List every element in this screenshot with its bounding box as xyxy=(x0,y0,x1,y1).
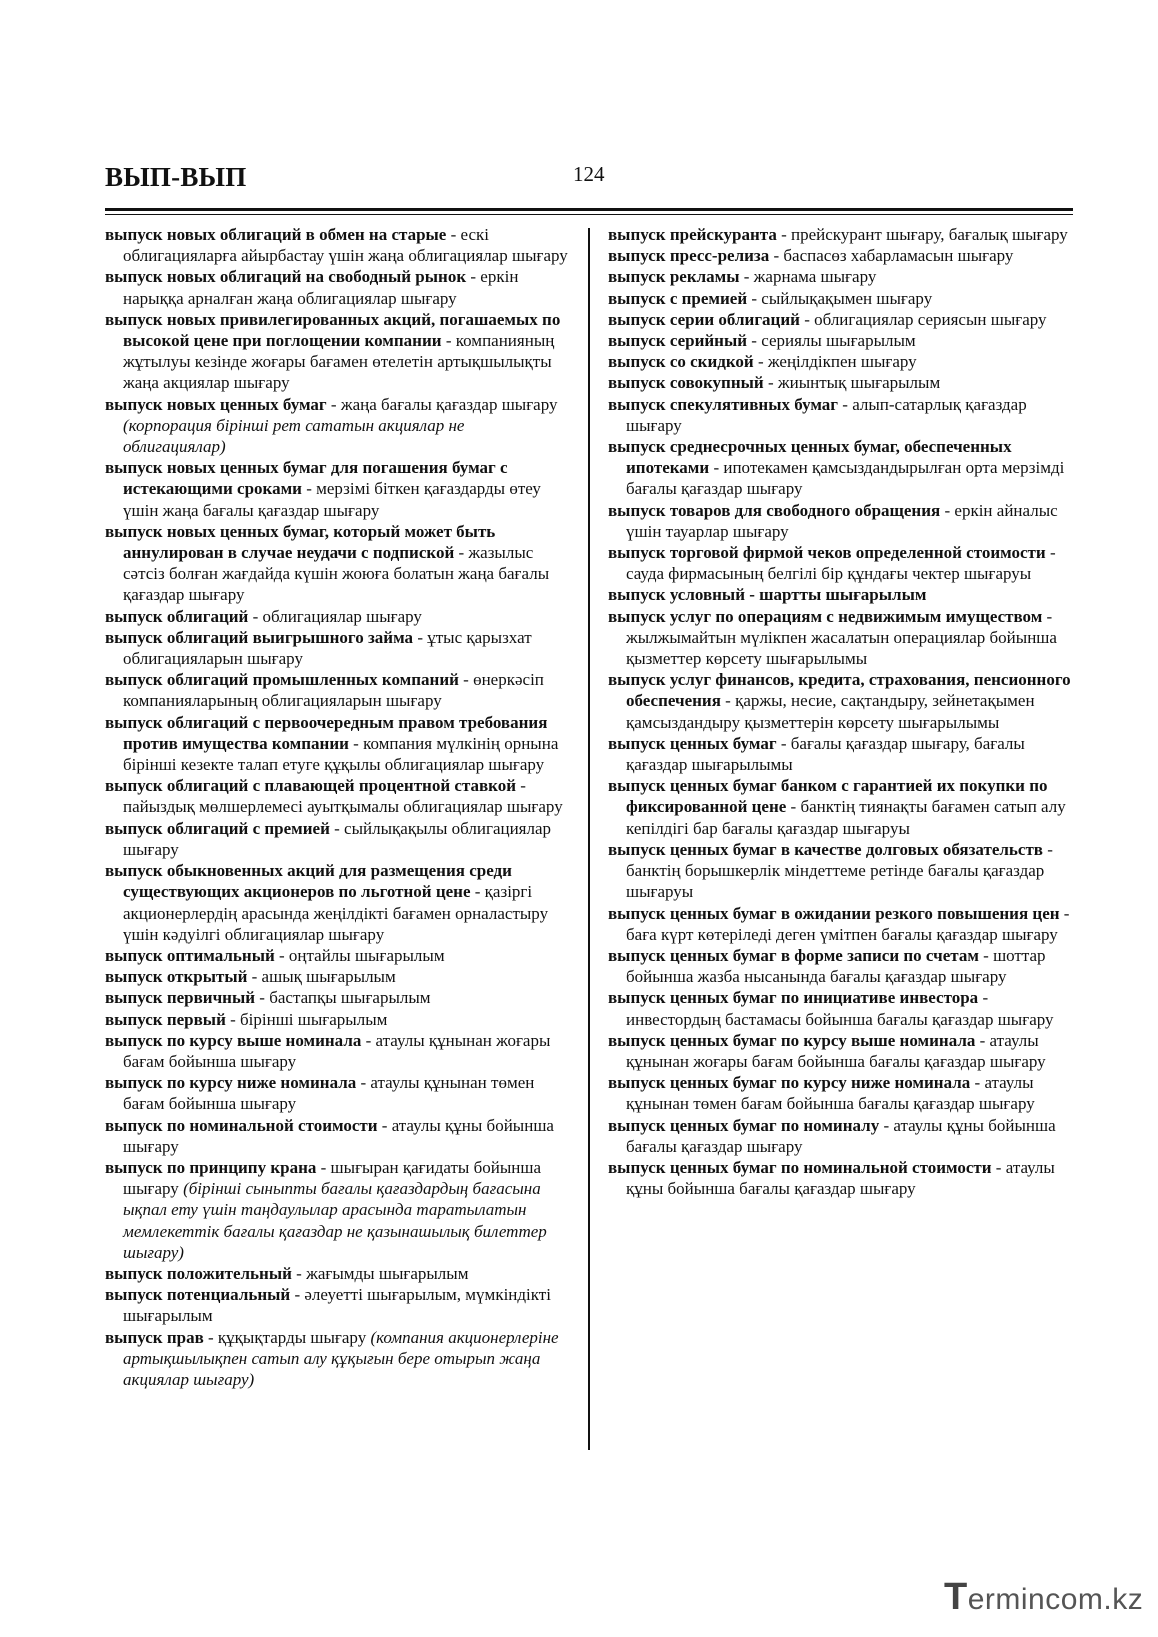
dictionary-entry xyxy=(608,1072,1074,1114)
entry-definition: - ескі облигацияларға айырбастау үшін жаңа облигациялар шығару xyxy=(123,225,568,266)
entry-term: выпуск по курсу выше номинала xyxy=(105,1030,362,1050)
entry-term: выпуск ценных бумаг по курсу выше номинала xyxy=(608,1030,976,1050)
entry-term: выпуск товаров для свободного обращения xyxy=(608,500,941,520)
entry-term: выпуск торговой фирмой чеков определенной стоимости xyxy=(608,543,1046,563)
dictionary-entry xyxy=(105,394,571,458)
dictionary-entry xyxy=(608,584,1074,605)
entry-term: выпуск облигаций с первоочередным правом требования против имущества компании xyxy=(105,712,548,753)
dictionary-entry xyxy=(608,266,1074,287)
entry-term: выпуск серийный xyxy=(608,331,748,351)
dictionary-entry xyxy=(608,224,1074,245)
dictionary-entry xyxy=(105,224,571,266)
entry-term: выпуск новых ценных бумаг xyxy=(105,394,327,414)
dictionary-entry xyxy=(105,987,571,1008)
entry-term: выпуск рекламы xyxy=(608,267,740,287)
entry-term: выпуск со скидкой xyxy=(608,352,754,372)
dictionary-entry xyxy=(608,436,1074,500)
header-rule-thick xyxy=(105,208,1073,211)
entry-definition: - баспасөз хабарламасын шығару xyxy=(769,246,1014,266)
entry-term: выпуск облигаций выигрышного займа xyxy=(105,627,414,647)
entry-definition: - ашық шығарылым xyxy=(247,967,396,987)
entry-term: выпуск новых ценных бумаг, который может быть аннулирован в случае неудачи с подпиской xyxy=(105,521,496,563)
entry-note: (бірінші сыныпты бағалы қағаздардың бағасына ықпал ету үшін таңдаулылар арасында таратылатын мемлекеттік бағалы қағаздар не қазынашылық билеттер шығару) xyxy=(123,1179,547,1262)
termincom-logo xyxy=(944,1576,1143,1619)
dictionary-entry xyxy=(608,351,1074,372)
dictionary-entry xyxy=(105,1030,571,1072)
dictionary-entry xyxy=(105,521,571,606)
entry-definition: - сыйлықақымен шығару xyxy=(747,288,933,308)
entry-term: выпуск по курсу ниже номинала xyxy=(105,1073,357,1093)
entry-definition: - сыйлықақылы облигациялар шығару xyxy=(123,818,552,859)
dictionary-entry xyxy=(105,1072,571,1114)
dictionary-entry xyxy=(105,1157,571,1263)
dictionary-entry xyxy=(105,945,571,966)
entry-definition: - прейскурант шығару, бағалық шығару xyxy=(776,225,1068,244)
dictionary-entry xyxy=(608,330,1074,351)
entry-term: выпуск оптимальный xyxy=(105,945,275,965)
entry-definition: - өнеркәсіп компанияларының облигацияларын шығару xyxy=(123,670,544,711)
entry-term: выпуск совокупный xyxy=(608,373,764,393)
dictionary-entry xyxy=(105,606,571,627)
entry-term: выпуск ценных бумаг по курсу ниже номинала xyxy=(608,1073,971,1093)
dictionary-entry xyxy=(608,1030,1074,1072)
dictionary-entry xyxy=(105,669,571,711)
dictionary-entry xyxy=(105,1115,571,1157)
entry-definition: - жағымды шығарылым xyxy=(291,1263,469,1283)
entry-definition: - әлеуетті шығарылым, мүмкіндікті шығарылым xyxy=(123,1285,551,1326)
running-head-title: ВЫП-ВЫП xyxy=(105,162,247,192)
entry-term: выпуск услуг по операциям с недвижимым имуществом xyxy=(608,606,1043,626)
entry-definition: - бастапқы шығарылым xyxy=(255,988,431,1008)
entry-term: выпуск новых облигаций на свободный рынок xyxy=(105,267,467,287)
dictionary-entry xyxy=(105,775,571,817)
entry-term: выпуск обыкновенных акций для размещения среди существующих акционеров по льготной цене xyxy=(105,861,512,902)
entry-term: выпуск открытый xyxy=(105,967,248,987)
entry-term: выпуск серии облигаций xyxy=(608,309,800,329)
entry-term: выпуск пресс-релиза xyxy=(608,246,770,266)
entry-definition: - атаулы құнынан жоғары бағам бойынша бағалы қағаздар шығару xyxy=(626,1030,1046,1071)
entry-definition: - жеңілдікпен шығару xyxy=(753,352,917,372)
header-rule-thin xyxy=(105,214,1073,215)
dictionary-entry xyxy=(105,1327,571,1391)
dictionary-entry xyxy=(608,372,1074,393)
entry-definition: - жылжымайтын мүлікпен жасалатын операциялар бойынша қызметтер көрсету шығарылымы xyxy=(626,606,1057,669)
entry-definition: - атаулы құны бойынша бағалы қағаздар шығару xyxy=(626,1157,1055,1199)
entry-term: выпуск ценных бумаг в ожидании резкого повышения цен xyxy=(608,903,1060,923)
entry-definition: - еркін нарыққа арналған жаңа облигациялар шығару xyxy=(123,267,519,308)
dictionary-entry xyxy=(105,860,571,945)
entry-term: выпуск положительный xyxy=(105,1263,292,1283)
dictionary-entry xyxy=(105,627,571,669)
dictionary-entry xyxy=(105,457,571,521)
entry-definition: - алып-сатарлық қағаздар шығару xyxy=(626,394,1027,435)
entry-definition: - атаулы құнынан жоғары бағам бойынша шығару xyxy=(123,1030,551,1071)
entry-term: выпуск среднесрочных ценных бумаг, обеспеченных ипотеками xyxy=(608,437,1012,478)
entry-definition: - атаулы құны бойынша бағалы қағаздар шығару xyxy=(626,1115,1056,1156)
entry-term: выпуск ценных бумаг по номинальной стоимости xyxy=(608,1157,992,1177)
entry-term: выпуск облигаций xyxy=(105,606,249,626)
entry-definition: - атаулы құнынан төмен бағам бойынша шығару xyxy=(123,1073,535,1114)
entry-definition: - ипотекамен қамсыздандырылған орта мерзімді бағалы қағаздар шығару xyxy=(626,458,1065,499)
dictionary-entry xyxy=(608,1115,1074,1157)
entry-definition: - банктің борышкерлік міндеттеме ретінде бағалы қағаздар шығаруы xyxy=(626,839,1053,902)
entry-term: выпуск облигаций промышленных компаний xyxy=(105,670,459,690)
dictionary-entry xyxy=(608,1157,1074,1199)
left-column xyxy=(105,224,571,1390)
entry-term: выпуск потенциальный xyxy=(105,1285,291,1305)
page-number: 124 xyxy=(573,162,605,186)
entry-definition: - қаржы, несие, сақтандыру, зейнетақымен қамсыздандыру қызметтерін көрсету шығарылымы xyxy=(626,691,1035,732)
entry-definition: - ұтыс қарызхат облигацияларын шығару xyxy=(123,627,532,669)
entry-term: выпуск ценных бумаг по номиналу xyxy=(608,1115,880,1135)
entry-definition: - облигациялар сериясын шығару xyxy=(799,309,1047,329)
entry-term: выпуск облигаций с плавающей процентной ставкой xyxy=(105,776,517,796)
entry-term: выпуск ценных бумаг в качестве долговых обязательств xyxy=(608,839,1043,859)
logo-mark-icon: T xyxy=(944,1576,968,1618)
entry-term: выпуск первый xyxy=(105,1009,226,1029)
entry-term: выпуск первичный xyxy=(105,988,256,1008)
dictionary-entry xyxy=(608,945,1074,987)
entry-definition: - банктің тиянақты бағамен сатып алу кепілдігі бар бағалы қағаздар шығаруы xyxy=(626,797,1066,838)
page-header xyxy=(105,156,1073,206)
entry-definition: - жаңа бағалы қағаздар шығару xyxy=(326,394,558,414)
entry-definition: - шоттар бойынша жазба нысанында бағалы қағаздар шығару xyxy=(626,945,1046,987)
dictionary-entry xyxy=(105,1263,571,1284)
entry-definition: - сауда фирмасының белгілі бір құндағы чектер шығаруы xyxy=(626,543,1056,584)
entry-note: (корпорация бірінші рет сататын акциялар не облигациялар) xyxy=(123,415,465,457)
entry-term: выпуск прав xyxy=(105,1327,204,1347)
dictionary-entry xyxy=(608,733,1074,775)
dictionary-entry xyxy=(608,245,1074,266)
entry-definition: - баға күрт көтеріледі деген үмітпен бағалы қағаздар шығару xyxy=(626,903,1070,944)
dictionary-entry xyxy=(608,606,1074,670)
entry-term: выпуск ценных бумаг xyxy=(608,733,777,753)
dictionary-entry xyxy=(608,542,1074,584)
entry-definition: - шығыран қағидаты бойынша шығару xyxy=(123,1157,541,1199)
entry-term: выпуск прейскуранта xyxy=(608,225,777,244)
entry-term: выпуск ценных бумаг в форме записи по счетам xyxy=(608,945,979,965)
entry-definition: - мерзімі біткен қағаздарды өтеу үшін жаңа бағалы қағаздар шығару xyxy=(123,479,541,520)
entry-term: выпуск спекулятивных бумаг xyxy=(608,394,839,414)
entry-definition: - оңтайлы шығарылым xyxy=(274,945,445,965)
logo-text: ermincom.kz xyxy=(967,1583,1144,1616)
entry-term: выпуск новых привилегированных акций, погашаемых по высокой цене при поглощении компании xyxy=(105,309,561,351)
entry-term: выпуск облигаций с премией xyxy=(105,818,330,838)
dictionary-entry xyxy=(608,500,1074,542)
entry-definition: - сериялы шығарылым xyxy=(747,331,916,351)
dictionary-entry xyxy=(105,309,571,394)
entry-term: выпуск по принципу крана xyxy=(105,1157,317,1177)
entry-definition: - жиынтық шығарылым xyxy=(763,373,941,393)
dictionary-entry xyxy=(105,712,571,776)
entry-term: выпуск с премией xyxy=(608,288,748,308)
entry-definition: - инвестордың бастамасы бойынша бағалы қағаздар шығару xyxy=(626,988,1054,1029)
dictionary-entry xyxy=(105,818,571,860)
entry-term: выпуск новых облигаций в обмен на старые xyxy=(105,225,447,244)
dictionary-entry xyxy=(608,394,1074,436)
entry-term: выпуск ценных бумаг банком с гарантией их покупки по фиксированной цене xyxy=(608,776,1048,817)
entry-definition: - пайыздық мөлшерлемесі ауытқымалы облигациялар шығару xyxy=(123,776,563,817)
entry-note: (компания акционерлеріне артықшылықпен сатып алу құқығын бере отырып жаңа акциялар шығару) xyxy=(123,1327,559,1389)
entry-definition: - қазіргі акционерлердің арасында жеңілдікті бағамен орналастыру үшін кәдуілгі облигациялар шығару xyxy=(123,882,549,944)
right-column xyxy=(608,224,1074,1199)
entry-definition: - компанияның жұтылуы кезінде жоғары бағамен өтелетін артықшылықты жаңа акциялар шығару xyxy=(123,331,555,393)
dictionary-entry xyxy=(105,966,571,987)
dictionary-entry xyxy=(608,669,1074,733)
entry-term: выпуск по номинальной стоимости xyxy=(105,1115,378,1135)
dictionary-entry xyxy=(608,903,1074,945)
dictionary-entry xyxy=(608,839,1074,903)
entry-term: выпуск новых ценных бумаг для погашения бумаг с истекающими сроками xyxy=(105,458,508,499)
dictionary-entry xyxy=(608,987,1074,1029)
entry-definition: - бірінші шығарылым xyxy=(225,1009,388,1029)
dictionary-entry xyxy=(608,288,1074,309)
entry-definition: - бағалы қағаздар шығару, бағалы қағаздар шығарылымы xyxy=(626,733,1025,775)
dictionary-entry xyxy=(105,266,571,308)
entry-definition: - компания мүлкінің орнына бірінші кезекте талап етуге құқылы облигациялар шығару xyxy=(123,733,559,775)
entry-definition: - еркін айналыс үшін тауарлар шығару xyxy=(626,500,1058,541)
entry-definition: - атаулы құны бойынша шығару xyxy=(123,1115,554,1156)
dictionary-entry xyxy=(608,309,1074,330)
column-divider xyxy=(588,228,590,1450)
entry-definition: - атаулы құнынан төмен бағам бойынша бағалы қағаздар шығару xyxy=(626,1073,1035,1114)
entry-definition: - құқықтарды шығару xyxy=(203,1327,371,1347)
entry-term: выпуск ценных бумаг по инициативе инвестора xyxy=(608,988,979,1008)
entry-definition: - облигациялар шығару xyxy=(248,606,422,626)
entry-definition: - жарнама шығару xyxy=(739,267,877,287)
entry-term: выпуск услуг финансов, кредита, страхования, пенсионного обеспечения xyxy=(608,670,1071,711)
entry-definition: - жазылыс сәтсіз болған жағдайда күшін жоюға болатын жаңа бағалы қағаздар шығару xyxy=(123,543,550,605)
dictionary-entry xyxy=(105,1284,571,1326)
entry-term: выпуск условный - шартты шығарылым xyxy=(608,585,927,605)
dictionary-entry xyxy=(608,775,1074,839)
dictionary-entry xyxy=(105,1009,571,1030)
